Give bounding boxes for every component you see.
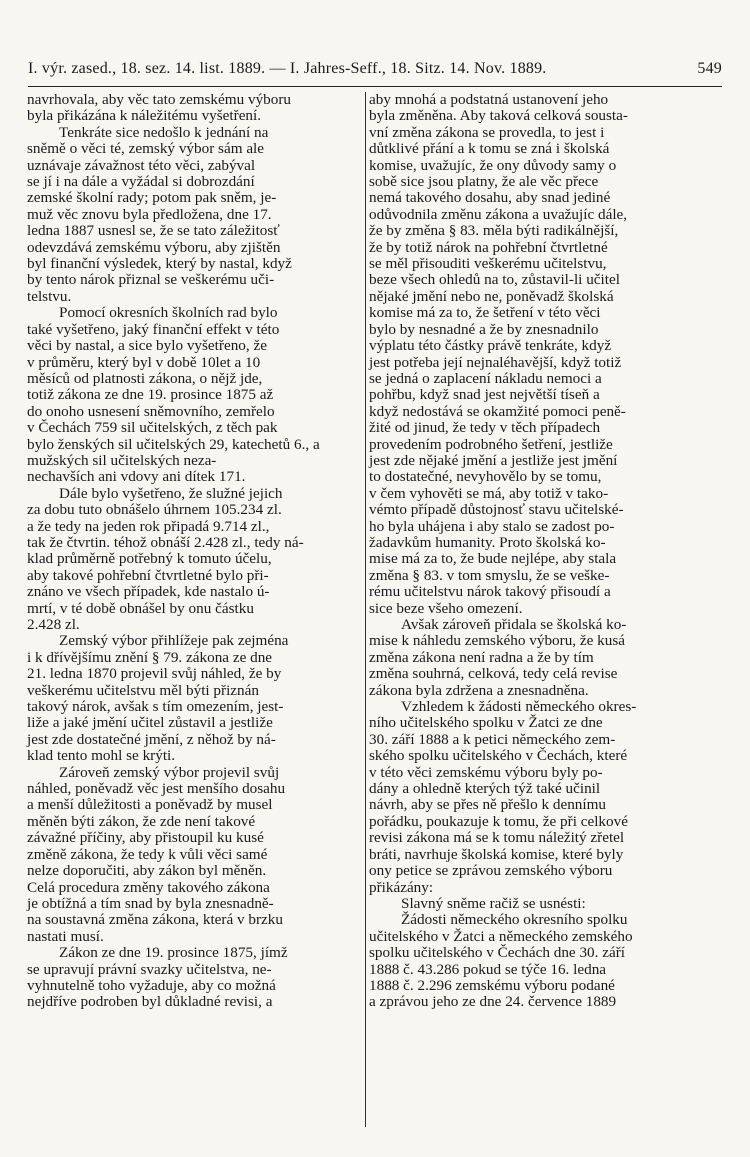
page-number: 549	[697, 60, 722, 77]
header-rule	[28, 86, 722, 87]
paragraph: Žádosti německého okresního spolku učitelského v Žatci a německého zemského spolku učitelského v Čechách dne 30. září 1888 č. 43.286 pokud se týče 16. ledna 1888 č. 2.296 zemskému výboru podané a zprávou jeho ze dne 24. července 1889	[369, 911, 633, 1011]
page-header	[28, 60, 722, 82]
paragraph: navrhovala, aby věc tato zemskému výboru byla přikázána k náležitému vyšetření.	[27, 91, 292, 125]
paragraph: Pomocí okresních školních rad bylo také vyšetřeno, jaký finanční effekt v této věci by nastal, a sice bylo vyšetřeno, že v průměru, který byl v době 10let a 10 měsíců od platnosti zákona, o nějž jde, totiž zákona ze dne 19. prosince 1875 až do onoho usnesení sněmovního, zemřelo v Čechách 759 sil učitelských, z těch pak bylo ženských sil učitelských 29, katechetů 6., a mužských sil učitelských neza- nechavších ani vdovy ani dítek 171.	[27, 304, 320, 486]
left-column	[27, 92, 362, 1011]
paragraph: Zákon ze dne 19. prosince 1875, jímž se upravují právní svazky učitelstva, ne- vyhnutelně toho vyžaduje, aby co možná nejdříve podroben byl důkladné revisi, a	[27, 944, 288, 1011]
motion-heading: Slavný sněme račiž se usnésti:	[401, 894, 586, 912]
paragraph: Avšak zároveň přidala se školská ko- mise k náhledu zemského výboru, že kusá změna zákona není radna a že by tím změna souhrná, celková, tedy celá revise zákona byla zdržena a znesnadněna.	[369, 616, 627, 699]
right-column	[369, 92, 701, 1011]
paragraph: Tenkráte sice nedošlo k jednání na sněmě o věci té, zemský výbor sám ale uznávaje závažnost této věci, zabýval se jí i na dále a vyžádal si dobrozdání zemské školní rady; potom pak sněm, je- muž věc znovu byla předložena, dne 17. ledna 1887 usnesl se, že se tato záležitosť odevzdává zemskému výboru, aby zjištěn byl finanční výsledek, který by nastal, když by tento nárok přiznal se veškerému uči- telstvu.	[27, 123, 292, 305]
header-running-title: I. výr. zased., 18. sez. 14. list. 1889. — I. Jahres-Seff., 18. Sitz. 14. Nov. 1889.	[28, 60, 547, 77]
paragraph: Dále bylo vyšetřeno, že služné jejich za dobu tuto obnášelo úhrnem 105.234 zl. a že tedy na jeden rok připadá 9.714 zl., tak že čtvrtin. téhož obnáší 2.428 zl., tedy ná- klad průměrně potřebný k tomuto účelu, aby takové pohřební čtvrtletné bylo při- znáno ve všech případek, kde nastalo ú- mrtí, v té době obnášel by onu částku 2.428 zl.	[27, 484, 304, 633]
paragraph: aby mnohá a podstatná ustanovení jeho byla změněna. Aby taková celková sousta- vní změna zákona se provedla, to jest i důtklivé přání a k tomu se zná i školská komise, uvažujíc, že ony důvody samy o sobě sice jsou platny, že ale věc přece nemá takového dosahu, aby snad jediné odůvodnila změnu zákona a uvažujíc dále, že by změna § 83. měla býti radikálnější, že by totiž nárok na pohřební čtvrtletné se měl přisouditi veškerému učitelstvu, beze všech ohledů na to, zůstavil-li učitel nějaké jmění nebo ne, poněvadž školská komise má za to, že šetření v této věci bylo by nesnadné a že by znesnadnilo výplatu této částky právě tenkráte, když jest potřeba její nejnaléhavější, když totiž se jedná o zaplacení nákladu nemoci a pohřbu, když snad jest největší tíseň a když nedostává se okamžité pomoci peně- žité od jinud, že tedy v těch případech provedením podrobného šetření, jestliže jest zde nějaké jmění a jestliže jest jmění to dostatečné, nevyhovělo by se tomu, v čem vyhověti se má, aby totiž v tako- vémto případě důstojnosť stavu učitelské- ho byla uhájena i aby stalo se zadost po- žadavkům humanity. Proto školská ko- mise má za to, že bude nejlépe, aby stala změna § 83. v tom smyslu, že se veške- rému učitelstvu nárok takový přisoudí a sice beze všeho omezení.	[369, 91, 628, 617]
column-divider	[365, 92, 366, 1127]
paragraph: Vzhledem k žádosti německého okres- ního učitelského spolku v Žatci ze dne 30. září 1888 a k petici německého zem- ského spolku učitelského v Čechách, které v této věci zemskému výboru byly po- dány a ohledně kterých týž také učinil návrh, aby se přes ně přešlo k dennímu pořádku, poukazuje k tomu, že při celkové revisi zákona má se k tomu náležitý zřetel bráti, navrhuje školská komise, které byly ony petice se zprávou zemského výboru přikázány:	[369, 698, 637, 896]
paragraph: Zemský výbor přihlížeje pak zejména i k dřívějšímu znění § 79. zákona ze dne 21. ledna 1870 projevil svůj náhled, že by veškerému učitelstvu měl býti přiznán takový nárok, avšak s tím omezením, jest- liže a jaké jmění učitel zůstavil a jestliže jest zde dostatečné jmění, z něhož by ná- klad tento mohl se krýti.	[27, 632, 289, 765]
paragraph: Zároveň zemský výbor projevil svůj náhled, poněvadž věc jest menšího dosahu a menší důležitosti a poněvadž by musel měněn býti zákon, že zde není takové závažné příčiny, aby přistoupil ku kusé změně zákona, že tedy k vůli věci samé nelze doporučiti, aby zákon byl měněn. Celá procedura změny takového zákona je obtížná a tím snad by byla znesnadně- na soustavná změna zákona, která v brzku nastati musí.	[27, 763, 286, 945]
